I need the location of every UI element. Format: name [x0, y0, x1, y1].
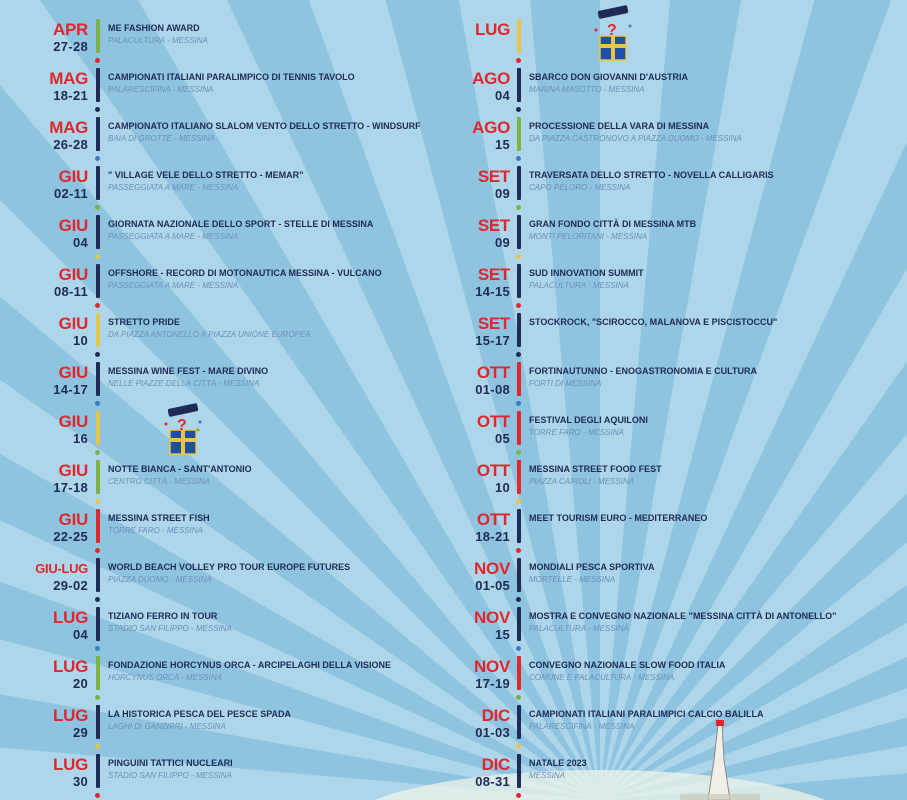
event-days: 01-03: [475, 725, 510, 740]
event-row: [452, 67, 907, 113]
timeline-dot: [516, 254, 521, 259]
event-color-bar: [96, 558, 100, 592]
event-place: DA PIAZZA ANTONELLO A PIAZZA UNIONE EUROPEA: [108, 330, 311, 339]
event-color-bar: [96, 411, 100, 445]
event-month: MAG: [49, 69, 88, 88]
event-info: [108, 513, 438, 537]
event-place: MORTELLE - MESSINA: [529, 575, 616, 584]
event-title: MONDIALI PESCA SPORTIVA: [529, 562, 655, 572]
event-info: [529, 317, 904, 329]
event-title: FESTIVAL DEGLI AQUILONI: [529, 415, 648, 425]
event-title: MESSINA WINE FEST - MARE DIVINO: [108, 366, 269, 376]
event-place: HORCYNUS ORCA - MESSINA: [108, 673, 222, 682]
timeline-dot: [516, 352, 521, 357]
event-days: 27-28: [53, 39, 88, 54]
event-info: [108, 562, 438, 586]
timeline-dot: [516, 401, 521, 406]
event-month: AGO: [472, 118, 510, 137]
event-row: [452, 214, 907, 260]
event-title: ME FASHION AWARD: [108, 23, 200, 33]
event-place: PASSEGGIATA A MARE - MESSINA: [108, 281, 239, 290]
event-month: GIU: [58, 363, 88, 382]
event-month: OTT: [476, 510, 510, 529]
timeline-dot: [516, 205, 521, 210]
event-info: [108, 317, 438, 341]
event-row: [452, 116, 907, 162]
event-color-bar: [96, 264, 100, 298]
event-place: PIAZZA DUOMO - MESSINA: [108, 575, 212, 584]
timeline-dot: [516, 58, 521, 63]
event-info: [108, 366, 438, 390]
event-date: [0, 70, 88, 103]
event-days: 29-02: [53, 578, 88, 593]
timeline-dot: [95, 548, 100, 553]
event-title: FONDAZIONE HORCYNUS ORCA - ARCIPELAGHI DELLA VISIONE: [108, 660, 392, 670]
event-month: GIU: [58, 216, 88, 235]
event-date: [0, 217, 88, 250]
event-place: PIAZZA CAIROLI - MESSINA: [529, 477, 635, 486]
event-days: 05: [494, 431, 510, 446]
event-place: MONTI PELORITANI - MESSINA: [529, 232, 648, 241]
event-row: [0, 165, 440, 211]
event-color-bar: [517, 117, 521, 151]
event-color-bar: [96, 509, 100, 543]
event-title: LA HISTORICA PESCA DEL PESCE SPADA: [108, 709, 292, 719]
event-info: [108, 170, 438, 194]
event-date: [452, 707, 510, 740]
event-date: [0, 119, 88, 152]
event-place: PALACULTURA - MESSINA: [529, 624, 629, 633]
event-days: 14-15: [475, 284, 510, 299]
timeline-dot: [95, 597, 100, 602]
event-row: [0, 704, 440, 750]
event-days: 10: [72, 333, 88, 348]
event-month: GIU: [58, 510, 88, 529]
timeline-dot: [95, 646, 100, 651]
event-date: [452, 217, 510, 250]
event-date: [0, 560, 88, 593]
timeline-dot: [516, 156, 521, 161]
event-info: [529, 170, 904, 194]
event-info: [529, 121, 904, 145]
event-date: [0, 266, 88, 299]
event-info: [108, 660, 438, 684]
event-row: [0, 263, 440, 309]
event-row: [452, 606, 907, 652]
event-color-bar: [96, 754, 100, 788]
event-place: COMUNE E PALACULTURA - MESSINA: [529, 673, 675, 682]
mystery-gift-icon: [590, 2, 636, 64]
event-month: LUG: [53, 657, 88, 676]
event-place: PALARESCIFINA - MESSINA: [108, 85, 214, 94]
event-info: [108, 23, 438, 47]
event-month: SET: [477, 216, 510, 235]
event-days: 02-11: [53, 186, 88, 201]
event-place: BAIA DI GROTTE - MESSINA: [108, 134, 215, 143]
event-days: 15: [494, 627, 510, 642]
event-date: [452, 413, 510, 446]
event-date: [452, 364, 510, 397]
event-month: OTT: [476, 461, 510, 480]
event-color-bar: [96, 705, 100, 739]
event-color-bar: [96, 362, 100, 396]
event-month: NOV: [474, 559, 510, 578]
event-days: 04: [72, 235, 88, 250]
event-days: 15-17: [475, 333, 510, 348]
timeline-dot: [95, 450, 100, 455]
event-row: [452, 459, 907, 505]
event-color-bar: [517, 558, 521, 592]
event-month: AGO: [472, 69, 510, 88]
event-date: [452, 756, 510, 789]
event-row: [0, 753, 440, 799]
event-title: STRETTO PRIDE: [108, 317, 180, 327]
event-info: [529, 415, 904, 439]
event-title: MOSTRA E CONVEGNO NAZIONALE "MESSINA CITTÀ DI ANTONELLO": [529, 611, 837, 621]
event-month: NOV: [474, 657, 510, 676]
event-month: OTT: [476, 412, 510, 431]
event-title: CAMPIONATI ITALIANI PARALIMPICO DI TENNIS TAVOLO: [108, 72, 355, 82]
event-place: PASSEGGIATA A MARE - MESSINA: [108, 232, 239, 241]
event-place: NELLE PIAZZE DELLA CITTÀ - MESSINA: [108, 379, 260, 388]
timeline-dot: [95, 499, 100, 504]
event-row: [452, 361, 907, 407]
timeline-dot: [516, 744, 521, 749]
event-date: [452, 168, 510, 201]
event-color-bar: [517, 19, 521, 53]
event-month: LUG: [53, 755, 88, 774]
timeline-dot: [95, 303, 100, 308]
event-title: NATALE 2023: [529, 758, 587, 768]
event-month: SET: [477, 314, 510, 333]
event-date: [452, 70, 510, 103]
timeline-dot: [516, 793, 521, 798]
event-days: 18-21: [475, 529, 510, 544]
timeline-dot: [516, 548, 521, 553]
event-color-bar: [517, 313, 521, 347]
event-row: [452, 753, 907, 799]
event-color-bar: [96, 166, 100, 200]
event-month: OTT: [476, 363, 510, 382]
event-days: 20: [72, 676, 88, 691]
event-info: [108, 709, 438, 733]
timeline-dot: [95, 205, 100, 210]
timeline-dot: [95, 156, 100, 161]
event-row: [0, 116, 440, 162]
event-color-bar: [517, 607, 521, 641]
event-date: [0, 511, 88, 544]
timeline-dot: [95, 352, 100, 357]
event-days: 04: [494, 88, 510, 103]
event-place: MESSINA: [529, 771, 566, 780]
event-color-bar: [96, 215, 100, 249]
event-info: [529, 72, 904, 96]
event-date: [0, 462, 88, 495]
event-row: [0, 361, 440, 407]
event-date: [0, 756, 88, 789]
event-days: 01-05: [475, 578, 510, 593]
event-days: 30: [72, 774, 88, 789]
event-place: LAGHI DI GANZIRRI - MESSINA: [108, 722, 226, 731]
event-color-bar: [96, 607, 100, 641]
event-days: 10: [494, 480, 510, 495]
event-days: 09: [494, 235, 510, 250]
event-title: SBARCO DON GIOVANNI D'AUSTRIA: [529, 72, 688, 82]
event-row: [452, 410, 907, 456]
event-days: 29: [72, 725, 88, 740]
event-row: [452, 557, 907, 603]
event-date: [452, 315, 510, 348]
event-info: [108, 268, 438, 292]
event-days: 17-18: [53, 480, 88, 495]
event-row: [0, 508, 440, 554]
event-title: " VILLAGE VELE DELLO STRETTO - MEMAR": [108, 170, 304, 180]
event-title: OFFSHORE - RECORD DI MOTONAUTICA MESSINA - VULCANO: [108, 268, 382, 278]
event-days: 16: [72, 431, 88, 446]
event-place: PASSEGGIATA A MARE - MESSINA: [108, 183, 239, 192]
event-title: PINGUINI TATTICI NUCLEARI: [108, 758, 233, 768]
event-place: DA PIAZZA CASTRONOVO A PIAZZA DUOMO - MESSINA: [529, 134, 742, 143]
event-info: [529, 660, 904, 684]
event-info: [529, 562, 904, 586]
event-days: 09: [494, 186, 510, 201]
event-color-bar: [517, 460, 521, 494]
event-date: [452, 119, 510, 152]
timeline-dot: [95, 254, 100, 259]
timeline-dot: [516, 646, 521, 651]
event-row: [452, 18, 907, 64]
event-title: PROCESSIONE DELLA VARA DI MESSINA: [529, 121, 710, 131]
event-color-bar: [517, 264, 521, 298]
event-row: [0, 18, 440, 64]
event-info: [529, 513, 904, 525]
timeline-dot: [516, 597, 521, 602]
event-info: [529, 709, 904, 733]
event-month: LUG: [53, 608, 88, 627]
event-info: [529, 23, 904, 24]
event-color-bar: [517, 362, 521, 396]
event-info: [529, 464, 904, 488]
event-days: 08-31: [475, 774, 510, 789]
event-place: STADIO SAN FILIPPO - MESSINA: [108, 624, 232, 633]
event-title: MESSINA STREET FOOD FEST: [529, 464, 662, 474]
event-info: [108, 121, 438, 145]
event-row: [0, 214, 440, 260]
event-days: 17-19: [475, 676, 510, 691]
event-month: GIU-LUG: [35, 561, 88, 576]
event-title: GIORNATA NAZIONALE DELLO SPORT - STELLE DI MESSINA: [108, 219, 374, 229]
event-place: TORRE FARO - MESSINA: [529, 428, 624, 437]
event-color-bar: [517, 166, 521, 200]
event-date: [452, 609, 510, 642]
event-days: 01-08: [475, 382, 510, 397]
event-place: PALACULTURA - MESSINA: [108, 36, 208, 45]
event-color-bar: [96, 460, 100, 494]
event-info: [529, 268, 904, 292]
timeline-dot: [516, 695, 521, 700]
event-title: MESSINA STREET FISH: [108, 513, 210, 523]
event-date: [0, 707, 88, 740]
event-title: CAMPIONATI ITALIANI PARALIMPICI CALCIO BALILLA: [529, 709, 764, 719]
event-place: PALACULTURA - MESSINA: [529, 281, 629, 290]
event-row: [452, 508, 907, 554]
event-row: [452, 312, 907, 358]
event-info: [108, 758, 438, 782]
event-date: [452, 560, 510, 593]
timeline-dot: [95, 744, 100, 749]
event-row: [452, 655, 907, 701]
timeline-dot: [95, 58, 100, 63]
event-date: [452, 266, 510, 299]
timeline-dot: [95, 107, 100, 112]
event-place: CENTRO CITTÀ - MESSINA: [108, 477, 211, 486]
timeline-dot: [95, 793, 100, 798]
event-date: [0, 413, 88, 446]
event-month: LUG: [475, 20, 510, 39]
event-month: SET: [477, 167, 510, 186]
event-days: 22-25: [53, 529, 88, 544]
event-color-bar: [96, 313, 100, 347]
event-place: TORRE FARO - MESSINA: [108, 526, 203, 535]
event-color-bar: [517, 754, 521, 788]
event-row: [0, 557, 440, 603]
timeline-dot: [516, 450, 521, 455]
event-days: 04: [72, 627, 88, 642]
event-month: DIC: [481, 706, 510, 725]
event-info: [529, 758, 904, 782]
event-month: MAG: [49, 118, 88, 137]
event-info: [108, 219, 438, 243]
event-info: [108, 72, 438, 96]
event-month: GIU: [58, 265, 88, 284]
event-info: [529, 219, 904, 243]
event-date: [452, 21, 510, 39]
event-row: [452, 704, 907, 750]
event-row: [0, 410, 440, 456]
event-color-bar: [96, 19, 100, 53]
event-title: CONVEGNO NAZIONALE SLOW FOOD ITALIA: [529, 660, 726, 670]
event-place: STADIO SAN FILIPPO - MESSINA: [108, 771, 232, 780]
event-color-bar: [96, 656, 100, 690]
event-date: [452, 511, 510, 544]
event-days: 08-11: [53, 284, 88, 299]
event-row: [0, 606, 440, 652]
event-color-bar: [517, 705, 521, 739]
event-color-bar: [517, 509, 521, 543]
event-place: PALARESCIFINA - MESSINA: [529, 722, 635, 731]
event-month: GIU: [58, 412, 88, 431]
event-place: FORTI DI MESSINA: [529, 379, 602, 388]
event-title: GRAN FONDO CITTÀ DI MESSINA MTB: [529, 219, 697, 229]
event-days: 26-28: [53, 137, 88, 152]
timeline-dot: [95, 695, 100, 700]
timeline-dot: [516, 107, 521, 112]
event-date: [0, 315, 88, 348]
event-color-bar: [517, 68, 521, 102]
event-info: [108, 611, 438, 635]
event-date: [452, 462, 510, 495]
event-month: DIC: [481, 755, 510, 774]
event-days: 18-21: [53, 88, 88, 103]
event-date: [0, 21, 88, 54]
event-title: STOCKROCK, "SCIROCCO, MALANOVA E PISCISTOCCU": [529, 317, 778, 327]
event-date: [0, 364, 88, 397]
event-color-bar: [517, 215, 521, 249]
event-color-bar: [517, 411, 521, 445]
event-row: [452, 263, 907, 309]
timeline-dot: [516, 303, 521, 308]
event-info: [108, 464, 438, 488]
svg-text:?: ?: [177, 417, 187, 434]
event-title: SUD INNOVATION SUMMIT: [529, 268, 644, 278]
timeline-dot: [95, 401, 100, 406]
event-color-bar: [96, 68, 100, 102]
event-title: TRAVERSATA DELLO STRETTO - NOVELLA CALLIGARIS: [529, 170, 774, 180]
event-color-bar: [517, 656, 521, 690]
event-title: MEET TOURISM EURO - MEDITERRANEO: [529, 513, 708, 523]
event-info: [108, 415, 438, 416]
event-date: [0, 168, 88, 201]
event-title: WORLD BEACH VOLLEY PRO TOUR EUROPE FUTURES: [108, 562, 351, 572]
event-month: GIU: [58, 314, 88, 333]
timeline-dot: [516, 499, 521, 504]
event-row: [0, 655, 440, 701]
event-month: NOV: [474, 608, 510, 627]
event-info: [529, 611, 904, 635]
event-date: [452, 658, 510, 691]
event-row: [0, 459, 440, 505]
event-info: [529, 366, 904, 390]
event-color-bar: [96, 117, 100, 151]
event-row: [0, 312, 440, 358]
mystery-gift-icon: [160, 400, 206, 458]
event-days: 15: [494, 137, 510, 152]
event-month: SET: [477, 265, 510, 284]
event-date: [0, 609, 88, 642]
event-title: TIZIANO FERRO IN TOUR: [108, 611, 218, 621]
event-month: LUG: [53, 706, 88, 725]
event-title: FORTINAUTUNNO - ENOGASTRONOMIA E CULTURA: [529, 366, 757, 376]
event-place: MARINA MASOTTO - MESSINA: [529, 85, 645, 94]
event-place: CAPO PELORO - MESSINA: [529, 183, 631, 192]
event-row: [0, 67, 440, 113]
event-date: [0, 658, 88, 691]
event-month: GIU: [58, 461, 88, 480]
event-days: 14-17: [53, 382, 88, 397]
event-title: NOTTE BIANCA - SANT'ANTONIO: [108, 464, 252, 474]
svg-text:?: ?: [607, 22, 617, 39]
event-month: GIU: [58, 167, 88, 186]
event-title: CAMPIONATO ITALIANO SLALOM VENTO DELLO STRETTO - WINDSURF: [108, 121, 421, 131]
event-row: [452, 165, 907, 211]
event-month: APR: [53, 20, 88, 39]
